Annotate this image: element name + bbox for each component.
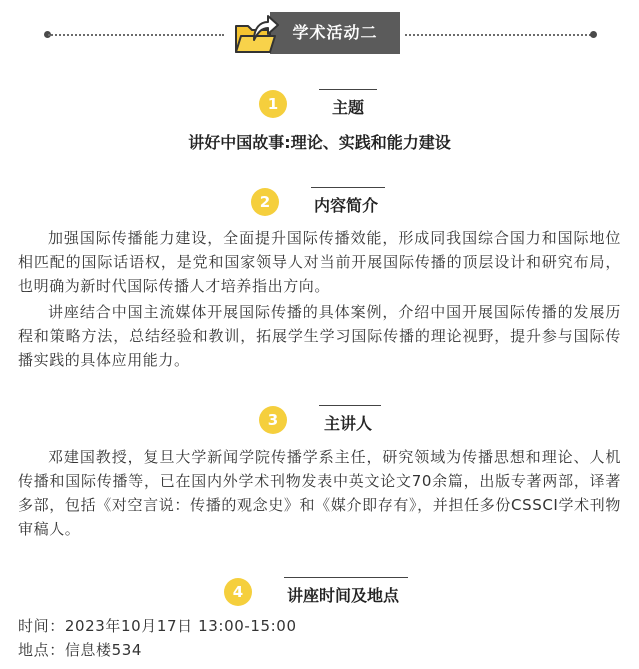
topic-title: 讲好中国故事:理论、实践和能力建设 [188, 133, 451, 152]
section-heading: 讲座时间及地点 [287, 586, 400, 605]
lecture-place [18, 638, 142, 662]
lecture-time [18, 614, 297, 638]
section-header-topic [0, 88, 639, 128]
intro-paragraph-1: 加强国际传播能力建设，全面提升国际传播效能，形成同我国综合国力和国际地位相匹配的国际话语权，是党和国家领导人对当前开展国际传播的顶层设计和研究布局，也明确为新时代国际传播人才培养指出方向。 [18, 229, 621, 295]
banner-dot-right [590, 31, 597, 38]
header-rule [319, 405, 381, 406]
banner-dotted-line-right [405, 34, 591, 36]
section-number-badge: 2 [251, 188, 279, 216]
section-heading: 内容简介 [314, 196, 379, 215]
section-header-schedule [0, 576, 639, 616]
place-value: 信息楼534 [64, 641, 143, 659]
speaker-bio: 邓建国教授，复旦大学新闻学院传播学系主任，研究领域为传播思想和理论、人机传播和国际传播等，已在国内外学术刊物发表中英文论文70余篇，出版专著两部，译著多部，包括《对空言说：传播的观念史》和《媒介即存有》，并担任多份CSSCI学术刊物审稿人。 [18, 448, 621, 538]
section-header-speaker [0, 404, 639, 444]
banner-title: 学术活动二 [270, 12, 400, 54]
section-heading: 主讲人 [324, 414, 373, 433]
place-label: 地点： [18, 641, 65, 659]
intro-paragraph-2: 讲座结合中国主流媒体开展国际传播的具体案例，介绍中国开展国际传播的发展历程和策略方法，总结经验和教训，拓展学生学习国际传播的理论视野，提升参与国际传播实践的具体应用能力。 [18, 303, 621, 369]
section-number-badge: 1 [259, 90, 287, 118]
section-number-badge: 3 [259, 406, 287, 434]
folder-up-arrow-icon [232, 10, 280, 56]
section-number-badge: 4 [224, 578, 252, 606]
section-banner [0, 0, 639, 60]
section-header-intro [0, 186, 639, 226]
header-rule [311, 187, 385, 188]
section-heading: 主题 [332, 98, 365, 117]
banner-dotted-line-left [48, 34, 224, 36]
time-value: 2023年10月17日 13:00-15:00 [64, 617, 297, 635]
header-rule [319, 89, 377, 90]
time-label: 时间： [18, 617, 65, 635]
header-rule [284, 577, 408, 578]
